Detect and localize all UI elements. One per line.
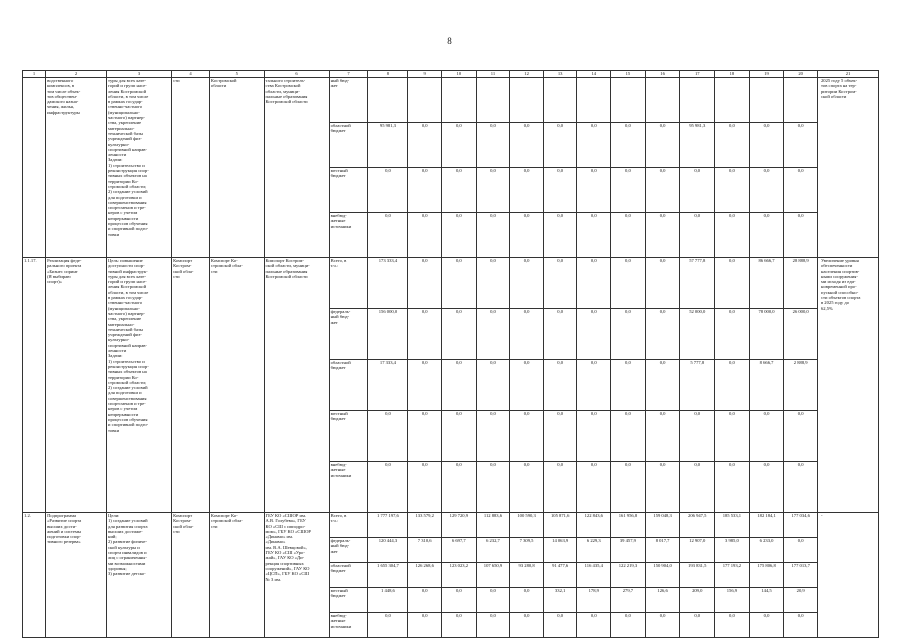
funding-value: 112 883,6	[476, 513, 510, 538]
funding-value: 161 956,8	[611, 513, 646, 538]
funding-value: 3 985,0	[715, 538, 750, 563]
funding-value: 0,0	[680, 213, 715, 258]
funding-source: Всего, в т.ч.:	[329, 513, 368, 538]
funding-value: 144,5	[749, 588, 784, 613]
funding-value: 0,0	[543, 168, 577, 213]
funding-value: 0,0	[715, 258, 750, 309]
funding-value: 1 448,6	[368, 588, 408, 613]
funding-value: 0,0	[577, 411, 611, 462]
funding-source: местный бюджет	[329, 168, 368, 213]
funding-value: 0,0	[577, 360, 611, 411]
funding-value: 0,0	[408, 360, 442, 411]
funding-source: федераль- ный бюд- жет	[329, 309, 368, 360]
funding-value: 95 981,3	[680, 123, 715, 168]
funding-value: 156,9	[715, 588, 750, 613]
funding-value: 177 013,7	[784, 563, 818, 588]
table-row	[23, 258, 879, 309]
funding-value: 0,0	[784, 538, 818, 563]
funding-value: 0,0	[680, 411, 715, 462]
column-number: 10	[442, 71, 477, 78]
funding-value	[645, 78, 680, 123]
funding-value	[680, 78, 715, 123]
funding-value	[577, 78, 611, 123]
funding-value: 0,0	[476, 360, 510, 411]
column-number: 2	[46, 71, 107, 78]
funding-value: 0,0	[645, 360, 680, 411]
funding-value: 1 777 197,6	[368, 513, 408, 538]
funding-value: 0,0	[645, 613, 680, 638]
funding-value: 0,0	[611, 360, 646, 411]
funding-value: 0,0	[442, 168, 477, 213]
column-number: 19	[749, 71, 784, 78]
funding-value: 120 444,3	[368, 538, 408, 563]
funding-value	[715, 78, 750, 123]
participants: Комспорт Костром- ской области, муници- пальные образования Костромской области	[264, 258, 329, 513]
funding-value: 0,0	[715, 168, 750, 213]
funding-value: 0,0	[645, 462, 680, 513]
funding-value: 0,0	[577, 168, 611, 213]
funding-value: 129 720,9	[442, 513, 477, 538]
expected-result: Увеличение уровня обеспеченности населения спортив- ными сооружения- ми исходя из еди- новременной про- пускной способно- сти объектов спорта в 2025 году до 62,5%	[817, 258, 878, 513]
funding-value: 0,0	[510, 258, 544, 309]
column-number: 4	[172, 71, 210, 78]
funding-value: 133 579,2	[408, 513, 442, 538]
funding-value: 0,0	[476, 309, 510, 360]
funding-value: 0,0	[715, 613, 750, 638]
funding-value: 8 017,7	[645, 538, 680, 563]
column-number: 5	[209, 71, 264, 78]
page-number: 8	[447, 36, 452, 46]
funding-value: 0,0	[611, 168, 646, 213]
funding-value: 0,0	[476, 462, 510, 513]
funding-value: 0,0	[715, 213, 750, 258]
funding-value: 0,0	[784, 168, 818, 213]
funding-value	[749, 78, 784, 123]
measure-name: водственного комплексов, в том числе объек- тов обществен- дамского назна- чения, жилья, инфраструктуры	[46, 78, 107, 258]
expected-result: -	[817, 513, 878, 638]
funding-value: 0,0	[543, 213, 577, 258]
row-number	[23, 78, 46, 258]
funding-value: 0,0	[476, 411, 510, 462]
funding-value: 0,0	[476, 588, 510, 613]
funding-value: 0,0	[408, 613, 442, 638]
funding-value: 8 666,7	[749, 360, 784, 411]
column-number: 17	[680, 71, 715, 78]
funding-value: 0,0	[543, 613, 577, 638]
funding-value: 0,0	[368, 168, 408, 213]
funding-value: 2 888,9	[784, 360, 818, 411]
participants: ГБУ КО «СШОР им. А.В. Голубева», ГБУ КО «СШ с ипподро- мом», ГБУ КО «СШОР «Динамо» им. «Динамо» им. В.А. Шевцовой», ГБУ КО «СШ «Уро- жай», ГАУ КО «Ди- рекция спортивных сооружений», ГАУ КО «ЦСП», ГБУ КО «СШ № 3 им.	[264, 513, 329, 638]
funding-value: 0,0	[510, 123, 544, 168]
funding-value: 0,0	[611, 462, 646, 513]
funding-value: 0,0	[543, 462, 577, 513]
funding-value: 0,0	[510, 360, 544, 411]
funding-value: 7 310,6	[408, 538, 442, 563]
measure-name: Подпрограмма «Развитие спорта высших дости- жений и системы подготовки спор- тивного резерва»	[46, 513, 107, 638]
funding-value	[611, 78, 646, 123]
funding-value: 0,0	[715, 462, 750, 513]
coordinator: Комспорт Костром- ской обла- сти	[172, 513, 210, 638]
funding-value: 0,0	[577, 309, 611, 360]
funding-source: Всего, в т.ч.:	[329, 258, 368, 309]
funding-value: 116 435,4	[577, 563, 611, 588]
funding-value: 0,0	[408, 258, 442, 309]
funding-value: 0,0	[543, 258, 577, 309]
funding-value: 0,0	[442, 213, 477, 258]
column-number: 11	[476, 71, 510, 78]
funding-value: 6 233,0	[749, 538, 784, 563]
funding-value: 173 333,4	[368, 258, 408, 309]
funding-value: 0,0	[611, 309, 646, 360]
funding-value: 17 333,4	[368, 360, 408, 411]
funding-value: 0,0	[577, 613, 611, 638]
coordinator: Комспорт Костром- ской обла- сти	[172, 258, 210, 513]
responsible-executor: Комспорт Ко- стромской обла- сти	[209, 513, 264, 638]
funding-value: 0,0	[715, 309, 750, 360]
funding-value: 332,1	[543, 588, 577, 613]
participants: тального строитель- ства Костромской области, муници- пальные образования Костромской области	[264, 78, 329, 258]
funding-value: 0,0	[510, 213, 544, 258]
column-number: 12	[510, 71, 544, 78]
funding-value: 20,9	[784, 588, 818, 613]
funding-value: 0,0	[611, 258, 646, 309]
funding-value: 0,0	[408, 411, 442, 462]
funding-value: 0,0	[749, 411, 784, 462]
funding-value: 28 888,9	[784, 258, 818, 309]
funding-value: 159 048,3	[645, 513, 680, 538]
funding-value: 0,0	[442, 411, 477, 462]
funding-value: 150 904,0	[645, 563, 680, 588]
funding-value: 0,0	[368, 213, 408, 258]
funding-value: 100 590,3	[510, 513, 544, 538]
funding-value	[442, 78, 477, 123]
table-row	[23, 513, 879, 538]
column-number: 1	[23, 71, 46, 78]
funding-value: 0,0	[442, 360, 477, 411]
column-number: 3	[107, 71, 172, 78]
funding-source: внебюд- жетные источники	[329, 462, 368, 513]
funding-value: 0,0	[577, 213, 611, 258]
funding-value	[543, 78, 577, 123]
funding-source: областной бюджет	[329, 123, 368, 168]
funding-value: 0,0	[645, 258, 680, 309]
funding-value	[784, 78, 818, 123]
funding-value: 0,0	[543, 411, 577, 462]
funding-value: 123 023,2	[442, 563, 477, 588]
funding-value: 206 947,5	[680, 513, 715, 538]
column-number: 6	[264, 71, 329, 78]
funding-value: 0,0	[645, 123, 680, 168]
funding-value: 0,0	[442, 588, 477, 613]
funding-value: 6 697,7	[442, 538, 477, 563]
coordinator: сти	[172, 78, 210, 258]
funding-value: 0,0	[784, 613, 818, 638]
funding-source: внебюд- жетные источники	[329, 613, 368, 638]
funding-value: 0,0	[611, 613, 646, 638]
funding-value: 0,0	[543, 123, 577, 168]
funding-value	[408, 78, 442, 123]
funding-value: 0,0	[784, 213, 818, 258]
funding-value: 0,0	[749, 123, 784, 168]
funding-value: 93 280,8	[510, 563, 544, 588]
funding-value: 0,0	[611, 411, 646, 462]
funding-value: 182 184,1	[749, 513, 784, 538]
funding-value: 0,0	[543, 360, 577, 411]
funding-value: 0,0	[715, 360, 750, 411]
funding-source: областной бюджет	[329, 360, 368, 411]
funding-value: 279,7	[611, 588, 646, 613]
program-table	[22, 70, 879, 638]
funding-value: 126 268,6	[408, 563, 442, 588]
funding-value: 0,0	[784, 411, 818, 462]
column-number: 7	[329, 71, 368, 78]
funding-source: ный бюд- жет	[329, 78, 368, 123]
goals-tasks: Цель: повышение доступности спор- тивной инфраструк- туры для всех кате- горий и групп насе- ления Костромской области, в том числе в рамках государ- ственно-частного (муниципально- частного) партнер- ства, укрепление материально- технической базы учреждений физ- культурно- спортивной направ- ленности Задачи: 1) строительство и реконструкция спор- тивных объектов на территории Ко- стромской области; 2) создание условий для подготовки и совершенствования спортсменов и тре- неров с учетом непрерывности процессов обучения и спортивной подго- товки	[107, 258, 172, 513]
funding-value: 0,0	[510, 411, 544, 462]
funding-value: 0,0	[680, 462, 715, 513]
funding-value: 0,0	[442, 309, 477, 360]
funding-value: 0,0	[408, 588, 442, 613]
funding-value: 0,0	[368, 613, 408, 638]
column-number: 9	[408, 71, 442, 78]
funding-value: 0,0	[476, 123, 510, 168]
funding-source: местный бюджет	[329, 411, 368, 462]
funding-value: 0,0	[368, 462, 408, 513]
funding-value: 78 000,0	[749, 309, 784, 360]
funding-value: 57 777,8	[680, 258, 715, 309]
funding-value: 0,0	[510, 168, 544, 213]
funding-value: 0,0	[611, 123, 646, 168]
column-number: 16	[645, 71, 680, 78]
funding-value: 0,0	[408, 213, 442, 258]
funding-value: 0,0	[476, 613, 510, 638]
funding-value: 107 650,9	[476, 563, 510, 588]
funding-value: 0,0	[645, 213, 680, 258]
funding-value: 0,0	[645, 411, 680, 462]
funding-value: 0,0	[476, 168, 510, 213]
funding-value: 6 232,7	[476, 538, 510, 563]
funding-value: 177 034,6	[784, 513, 818, 538]
funding-source: внебюд- жетные источники	[329, 213, 368, 258]
column-number: 21	[817, 71, 878, 78]
funding-value: 52 000,0	[680, 309, 715, 360]
responsible-executor: Комспорт Ко- стромской обла- сти	[209, 258, 264, 513]
funding-value: 0,0	[476, 213, 510, 258]
funding-value: 0,0	[784, 462, 818, 513]
funding-value: 0,0	[510, 588, 544, 613]
funding-value: 175 806,8	[749, 563, 784, 588]
responsible-executor: Костромской области	[209, 78, 264, 258]
funding-value	[368, 78, 408, 123]
funding-value: 209,0	[680, 588, 715, 613]
column-number: 18	[715, 71, 750, 78]
funding-value: 193 831,5	[680, 563, 715, 588]
funding-value: 0,0	[645, 168, 680, 213]
funding-value: 0,0	[368, 411, 408, 462]
funding-value: 0,0	[715, 411, 750, 462]
funding-value: 0,0	[645, 309, 680, 360]
funding-value: 122 219,3	[611, 563, 646, 588]
funding-value: 0,0	[680, 168, 715, 213]
goals-tasks: Цели: 1) создание условий для развития спорта высших достиже- ний; 2) развитие физиче- ской культуры и спорта инвалидов и лиц с ограниченны- ми возможностями здоровья; 3) развитие детско-	[107, 513, 172, 638]
funding-source: областной бюджет	[329, 563, 368, 588]
funding-value: 0,0	[749, 613, 784, 638]
funding-value: 1 655 304,7	[368, 563, 408, 588]
table-row	[23, 78, 879, 123]
funding-value: 177 193,2	[715, 563, 750, 588]
funding-value: 126,6	[645, 588, 680, 613]
funding-value: 0,0	[749, 213, 784, 258]
column-number: 15	[611, 71, 646, 78]
funding-value: 7 309,5	[510, 538, 544, 563]
funding-value: 0,0	[476, 258, 510, 309]
column-number: 13	[543, 71, 577, 78]
funding-value: 0,0	[749, 168, 784, 213]
funding-value: 39 457,9	[611, 538, 646, 563]
measure-name: Реализация феде- рального проекта «Бизнес спринт (Я выбираю спорт)»	[46, 258, 107, 513]
funding-source: федераль- ный бюд- жет	[329, 538, 368, 563]
funding-value: 0,0	[408, 462, 442, 513]
goals-tasks: туры для всех кате- горий и групп насе- ления Костромской области, в том числе в рамках государ- ственно-частного (муниципально- частного) партнер- ства, укрепление материально- технической базы учреждений физ- культурно- спортивной направ- ленности Задачи: 1) строительство и реконструкция спор- тивных объектов на территории Ко- стромской области; 2) создание условий для подготовки и совершенствования спортсменов и тре- неров с учетом непрерывности процессов обучения и спортивной подго- товки	[107, 78, 172, 258]
funding-value	[476, 78, 510, 123]
funding-value: 6 229,3	[577, 538, 611, 563]
funding-value: 122 843,6	[577, 513, 611, 538]
funding-value: 91 477,6	[543, 563, 577, 588]
funding-source: местный бюджет	[329, 588, 368, 613]
funding-value: 0,0	[442, 613, 477, 638]
funding-value: 86 666,7	[749, 258, 784, 309]
funding-value: 105 871,6	[543, 513, 577, 538]
funding-value: 0,0	[408, 168, 442, 213]
funding-value: 0,0	[442, 462, 477, 513]
funding-value: 0,0	[611, 213, 646, 258]
header-row	[23, 71, 879, 78]
funding-value: 0,0	[510, 309, 544, 360]
funding-value: 0,0	[784, 123, 818, 168]
funding-value: 185 533,1	[715, 513, 750, 538]
funding-value: 26 000,0	[784, 309, 818, 360]
funding-value: 0,0	[442, 258, 477, 309]
funding-value: 95 981,3	[368, 123, 408, 168]
column-number: 20	[784, 71, 818, 78]
funding-value: 0,0	[680, 613, 715, 638]
row-number: 1.2.	[23, 513, 46, 638]
column-number: 8	[368, 71, 408, 78]
funding-value: 0,0	[577, 123, 611, 168]
funding-value: 12 907,0	[680, 538, 715, 563]
funding-value: 14 063,9	[543, 538, 577, 563]
funding-value: 0,0	[543, 309, 577, 360]
funding-value	[510, 78, 544, 123]
funding-value: 0,0	[408, 123, 442, 168]
row-number: 1.1.17.	[23, 258, 46, 513]
expected-result: 2025 году 5 объек- тов спорта на тер- ритории Костром- ской области	[817, 78, 878, 258]
funding-value: 156 000,0	[368, 309, 408, 360]
funding-value: 0,0	[442, 123, 477, 168]
funding-value: 0,0	[577, 258, 611, 309]
funding-value: 0,0	[577, 462, 611, 513]
funding-value: 178,9	[577, 588, 611, 613]
funding-value: 0,0	[510, 462, 544, 513]
funding-value: 0,0	[510, 613, 544, 638]
column-number: 14	[577, 71, 611, 78]
funding-value: 0,0	[749, 462, 784, 513]
funding-value: 0,0	[408, 309, 442, 360]
funding-value: 0,0	[715, 123, 750, 168]
funding-value: 5 777,8	[680, 360, 715, 411]
